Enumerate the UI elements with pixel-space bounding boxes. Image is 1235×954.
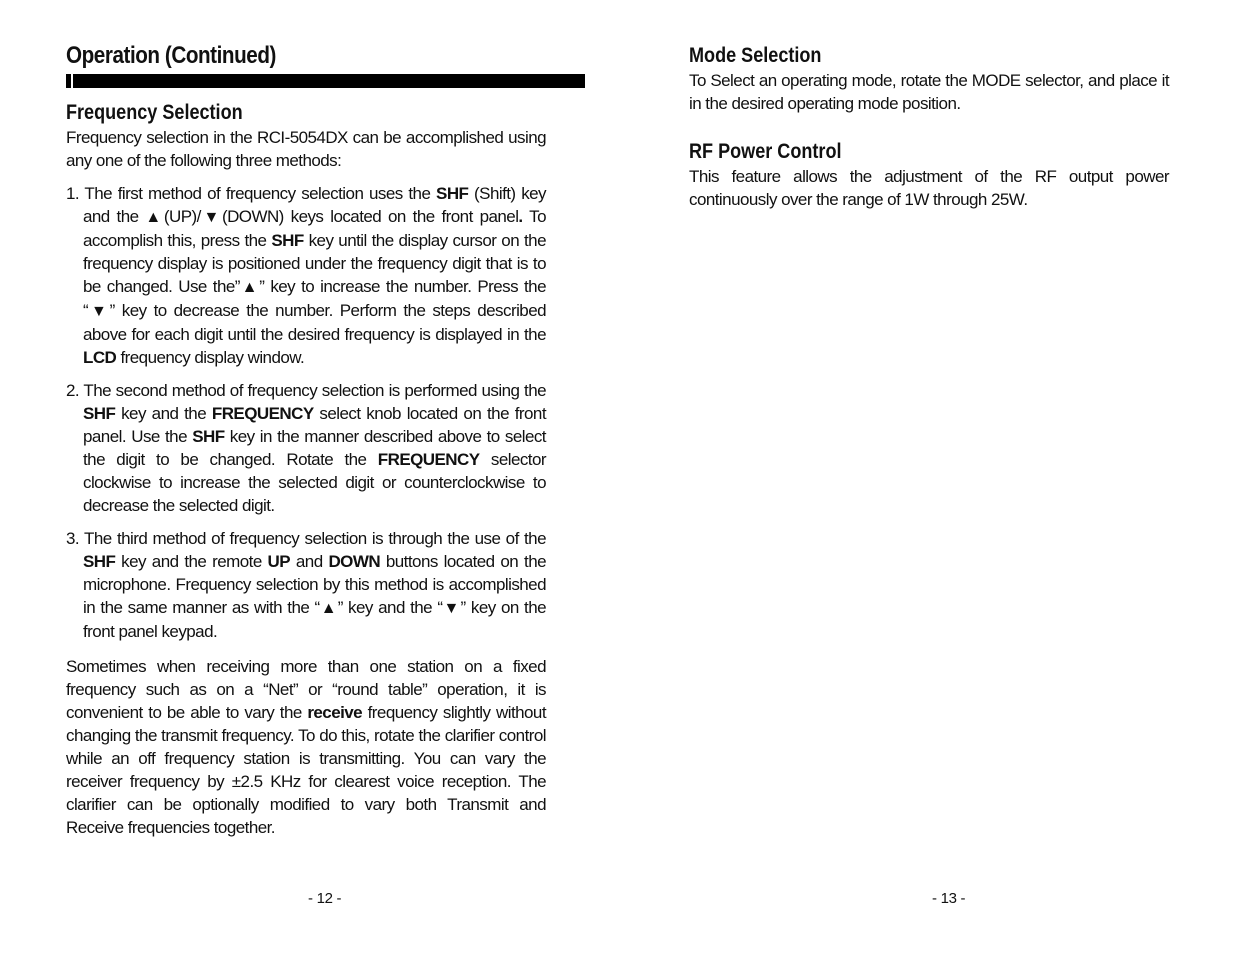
frequency-selection-section xyxy=(66,100,546,839)
shf-key-label: SHF xyxy=(436,184,469,203)
shf-key-label: SHF xyxy=(192,427,225,446)
up-triangle-icon: ▲ xyxy=(239,279,260,296)
method-item-1: 1. The first method of frequency selection uses the SHF (Shift) key and the ▲(UP)/▼(DOWN) keys located on the front panel. To accomplish this, press the SHF key until the display cursor on the frequency display is positioned under the frequency digit that is to be changed. Use the”▲” key to increase the number. Press the “▼” key to decrease the number. Perform the steps described above for each digit until the desired frequency is displayed in the LCD frequency display window. xyxy=(66,184,547,367)
page-number-right: - 13 - xyxy=(932,890,966,907)
frequency-knob-label: FREQUENCY xyxy=(211,404,314,423)
up-button-label: UP xyxy=(267,552,291,571)
right-page xyxy=(689,0,1169,954)
up-triangle-icon: ▲ xyxy=(145,209,164,226)
shf-key-label: SHF xyxy=(271,231,304,250)
down-triangle-icon: ▼ xyxy=(88,303,110,320)
receive-label: receive xyxy=(307,703,363,722)
rule-notch xyxy=(71,74,73,88)
section-title-mode-selection: Mode Selection xyxy=(689,44,822,67)
clarifier-paragraph: Sometimes when receiving more than one station on a fixed frequency such as on a “Net” or “round table” operation, it is convenient to be able to vary the receive frequency slightly without changing the transmit frequency. To do this, rotate the clarifier control while an off frequency station is transmitting. You can vary the receiver frequency by ±2.5 KHz for clearest voice reception. The clarifier can be optionally modified to vary both Transmit and Receive frequencies together. xyxy=(66,657,546,837)
section-title-frequency-selection: Frequency Selection xyxy=(66,101,243,124)
up-triangle-icon: ▲ xyxy=(319,600,338,617)
header-rule xyxy=(66,74,585,88)
page-number-left: - 12 - xyxy=(308,890,342,907)
down-button-label: DOWN xyxy=(328,552,381,571)
right-column xyxy=(689,43,1169,211)
left-page xyxy=(66,0,586,954)
method-item-2: 2. The second method of frequency selection is performed using the SHF key and the FREQUENCY select knob located on the front panel. Use the SHF key in the manner described above to select the digit to be changed. Rotate the FREQUENCY selector clockwise to increase the selected digit or counterclockwise to decrease the selected digit. xyxy=(66,381,546,515)
method-item-3: 3. The third method of frequency selection is through the use of the SHF key and the remote UP and DOWN buttons located on the microphone. Frequency selection by this method is accomplished in the same manner as with the “▲” key and the “▼” key on the front panel keypad. xyxy=(66,529,546,641)
down-triangle-icon: ▼ xyxy=(442,600,461,617)
mode-selection-text: To Select an operating mode, rotate the MODE selector, and place it in the desired operating mode position. xyxy=(689,71,1169,113)
shf-key-label: SHF xyxy=(83,552,116,571)
page-header: Operation (Continued) xyxy=(66,42,276,69)
shf-key-label: SHF xyxy=(83,404,116,423)
down-triangle-icon: ▼ xyxy=(200,209,222,226)
rf-power-text: This feature allows the adjustment of the RF output power continuously over the range of 1W through 25W. xyxy=(689,167,1169,209)
intro-paragraph: Frequency selection in the RCI-5054DX can be accomplished using any one of the following three methods: xyxy=(66,128,546,170)
frequency-knob-label: FREQUENCY xyxy=(377,450,480,469)
lcd-label: LCD xyxy=(83,348,117,367)
section-title-rf-power-control: RF Power Control xyxy=(689,140,842,163)
